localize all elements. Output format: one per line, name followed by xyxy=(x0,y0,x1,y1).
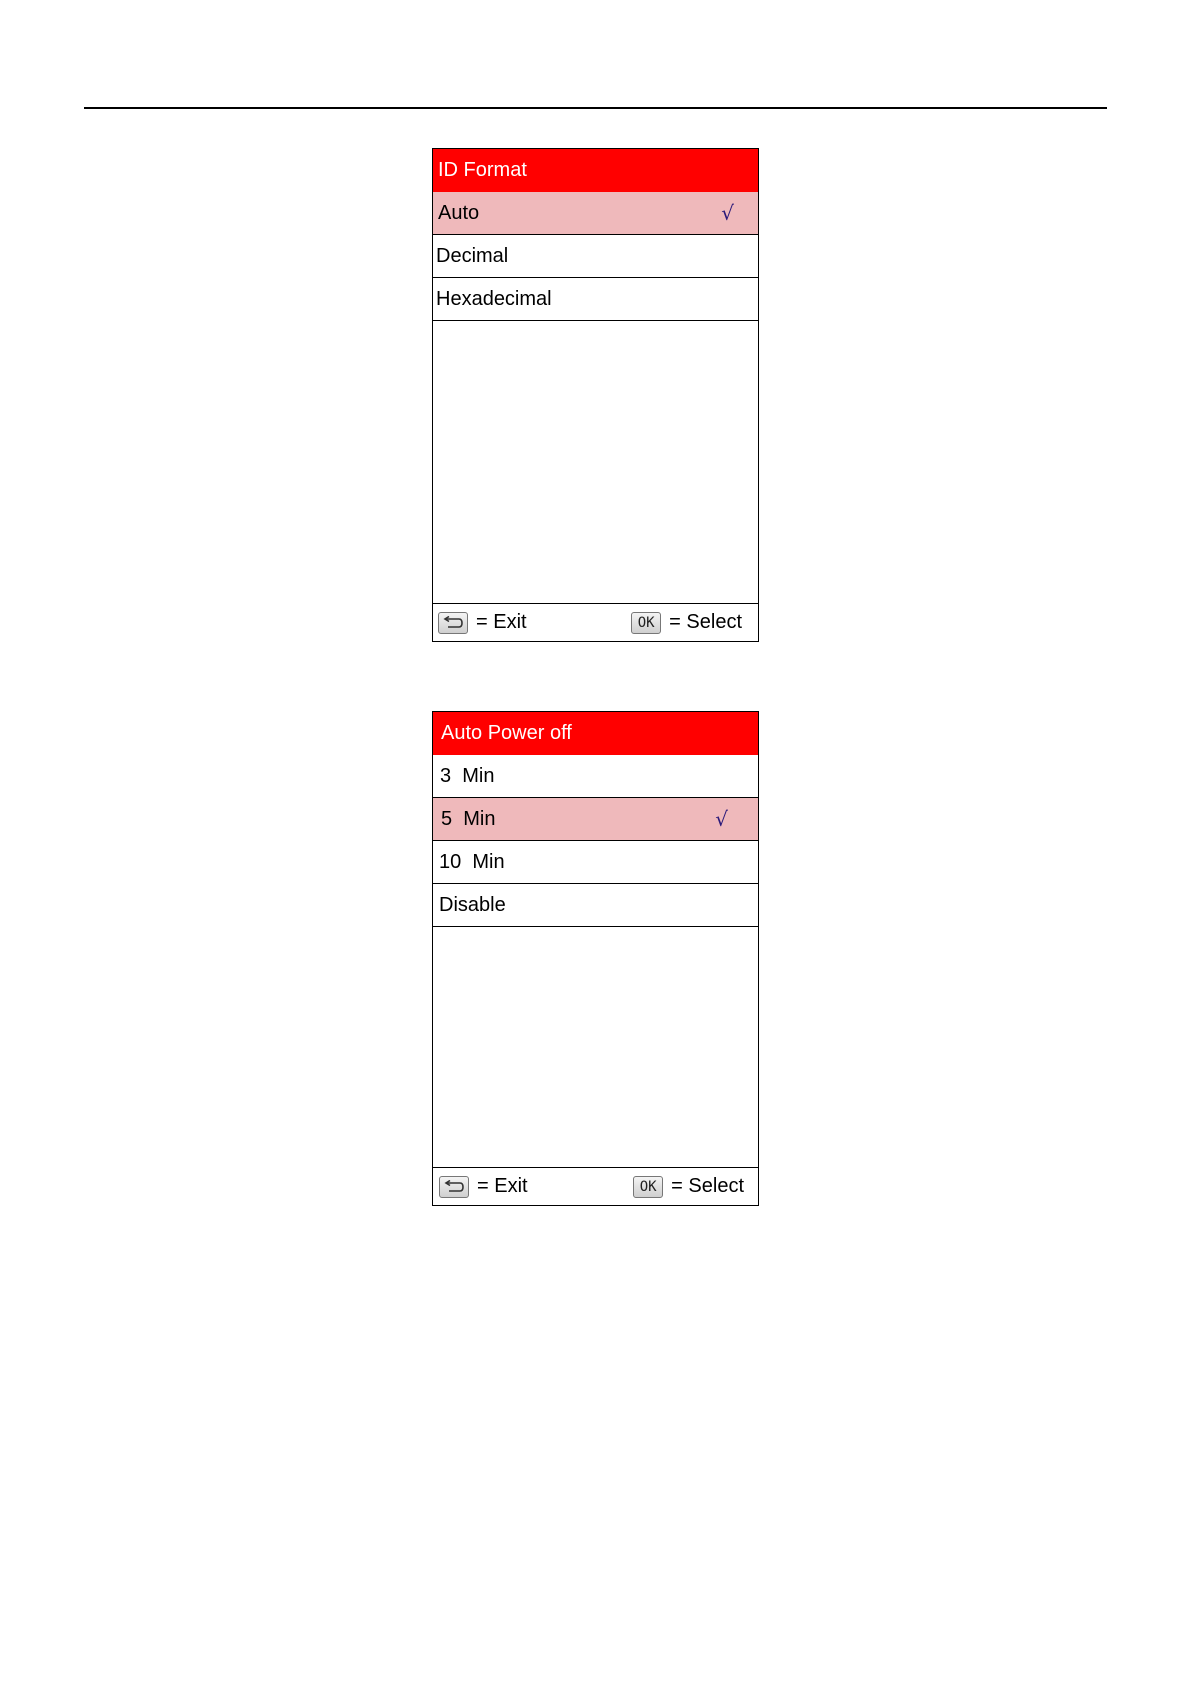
menu-item-5-min[interactable] xyxy=(433,798,758,841)
menu-item-label: Hexadecimal xyxy=(436,287,552,310)
page-top-rule xyxy=(84,107,1107,109)
menu-item-label: 5 Min xyxy=(441,807,496,830)
menu-item-3-min[interactable] xyxy=(433,755,758,798)
menu-item-decimal[interactable] xyxy=(433,235,758,278)
auto-power-off-screen xyxy=(432,711,759,1206)
checkmark-icon: √ xyxy=(715,807,728,831)
back-key-icon[interactable] xyxy=(438,612,468,634)
screen-title: ID Format xyxy=(433,149,758,192)
menu-item-label: Disable xyxy=(439,893,506,916)
menu-item-10-min[interactable] xyxy=(433,841,758,884)
menu-item-disable[interactable] xyxy=(433,884,758,927)
exit-label: = Exit xyxy=(476,611,527,633)
id-format-screen xyxy=(432,148,759,642)
screen-footer xyxy=(433,1167,758,1205)
screen-title: Auto Power off xyxy=(433,712,758,755)
menu-item-hexadecimal[interactable] xyxy=(433,278,758,321)
menu-item-label: 10 Min xyxy=(439,850,505,873)
back-key-icon[interactable] xyxy=(439,1176,469,1198)
select-label: = Select xyxy=(669,611,742,633)
menu-item-auto[interactable] xyxy=(433,192,758,235)
menu-item-label: Decimal xyxy=(436,244,509,267)
ok-key-icon[interactable]: OK xyxy=(631,612,661,634)
checkmark-icon: √ xyxy=(721,201,734,225)
select-label: = Select xyxy=(671,1175,744,1197)
exit-label: = Exit xyxy=(477,1175,528,1197)
screen-footer xyxy=(433,603,758,641)
menu-item-label: Auto xyxy=(438,201,480,224)
ok-key-icon[interactable]: OK xyxy=(633,1176,663,1198)
menu-item-label: 3 Min xyxy=(440,764,495,787)
